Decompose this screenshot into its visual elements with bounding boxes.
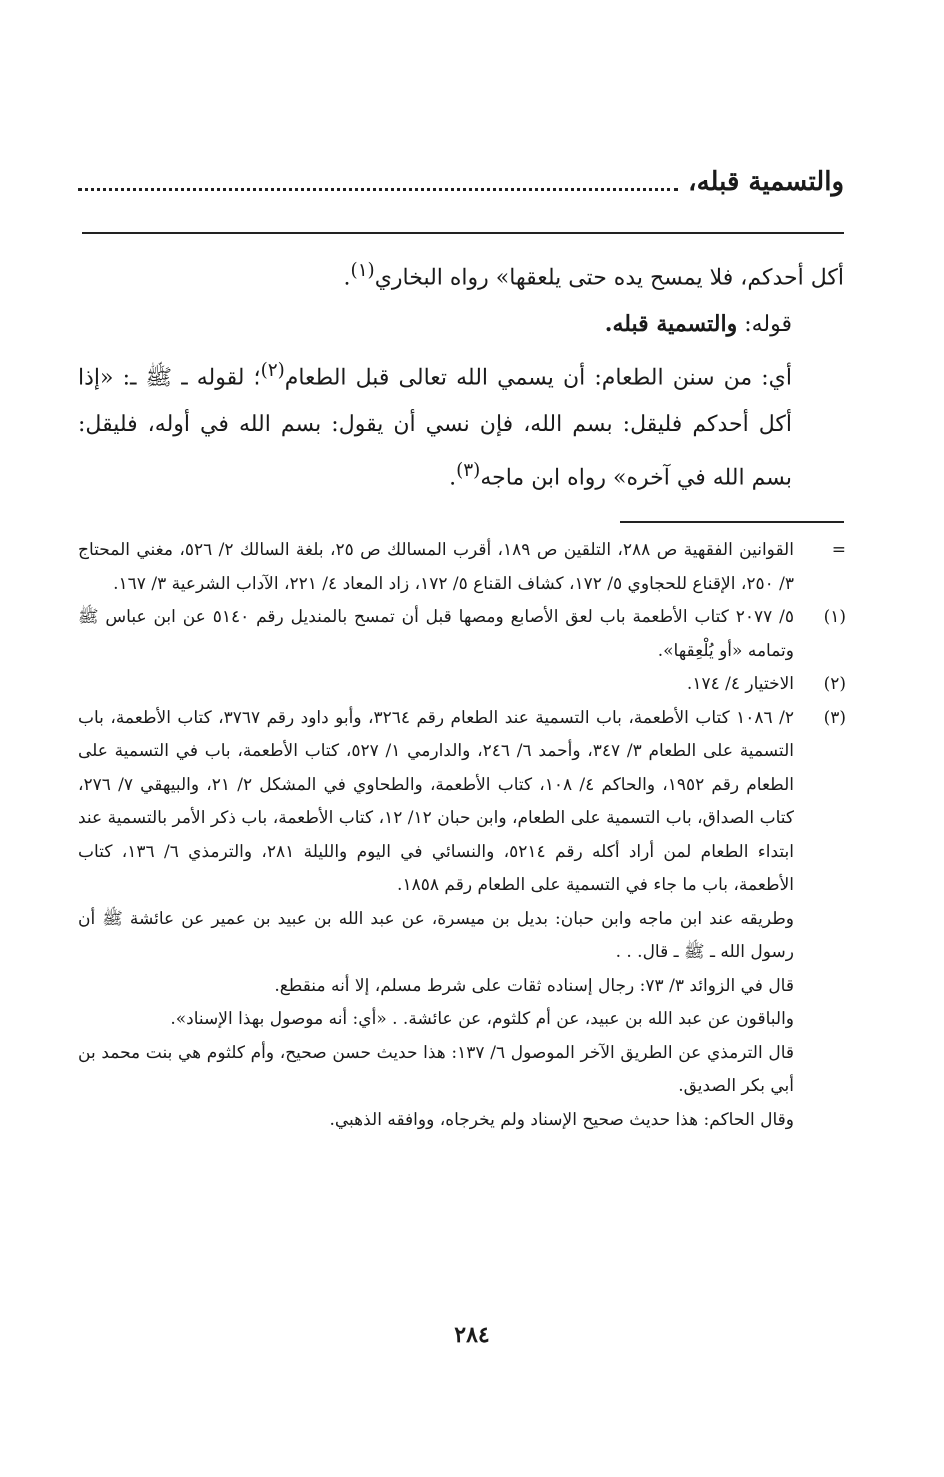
footnote-ref-1: (١) xyxy=(350,260,375,281)
header-rule xyxy=(82,232,844,234)
footnote-text: القوانين الفقهية ص ٢٨٨، التلقين ص ١٨٩، أقرب المسالك ص ٢٥، بلغة السالك ٢/ ٥٢٦، مغني المحتاج ٣/ ٢٥٠، الإقناع للحجاوي ٥/ ١٧٢، كشاف القناع ٥/ ١٧٢، زاد المعاد ٤/ ٢٢١، الآداب الشرعية ٣/ ١٦٧. xyxy=(78,540,794,594)
header-title: والتسمية قبله، xyxy=(688,167,844,197)
paragraph-1 xyxy=(78,248,844,301)
running-header xyxy=(78,162,844,202)
footnote-3-paragraph xyxy=(78,1003,846,1037)
footnote-text: وطريقه عند ابن ماجه وابن حبان: بديل بن ميسرة، عن عبد الله بن عبيد بن عمير عن عائشة ﷺ أن رسول الله ـ ﷺ ـ قال. . . xyxy=(78,908,794,962)
page-number: ٢٨٤ xyxy=(454,1322,490,1348)
footnote-text: الاختيار ٤/ ١٧٤. xyxy=(686,674,794,694)
paragraph-1-text: أكل أحدكم، فلا يمسح يده حتى يلعقها» رواه البخاري xyxy=(374,265,844,291)
footnotes xyxy=(78,534,846,1137)
footnote-separator xyxy=(620,521,844,523)
footnote-3 xyxy=(78,702,846,903)
footnote-text: قال الترمذي عن الطريق الآخر الموصول ٦/ ١٣٧: هذا حديث حسن صحيح، وأم كلثوم هي بنت محمد بن أبي بكر الصديق. xyxy=(78,1042,795,1096)
footnote-continuation xyxy=(78,534,846,601)
paragraph-2-label: قوله: xyxy=(744,312,792,338)
footnote-marker: (٢) xyxy=(823,674,846,694)
header-leader-dots xyxy=(78,188,678,191)
footnote-1 xyxy=(78,601,846,668)
main-text xyxy=(78,248,844,501)
footnote-text: والباقون عن عبد الله بن عبيد، عن أم كلثوم، عن عائشة. . «أي: أنه موصول بهذا الإسناد». xyxy=(170,1009,794,1029)
footnote-marker: = xyxy=(831,540,846,560)
footnote-text: قال في الزوائد ٣/ ٧٣: رجال إسناده ثقات على شرط مسلم، إلا أنه منقطع. xyxy=(274,975,794,996)
footnote-3-paragraph xyxy=(78,903,846,970)
paragraph-2-heading: والتسمية قبله. xyxy=(604,311,738,338)
footnote-ref-2: (٢) xyxy=(260,360,285,382)
footnote-2 xyxy=(78,668,846,702)
paragraph-3 xyxy=(78,348,844,501)
paragraph-3-end: . xyxy=(449,464,457,490)
paragraph-1-end: . xyxy=(343,265,351,291)
footnote-marker: (١) xyxy=(823,607,846,627)
footnote-text: ٥/ ٢٠٧٧ كتاب الأطعمة باب لعق الأصابع ومصها قبل أن تمسح بالمنديل رقم ٥١٤٠ عن ابن عباس ﷺ وتمامه «أو يُلْعِقها». xyxy=(78,607,794,661)
footnote-marker: (٣) xyxy=(823,707,846,728)
footnote-ref-3: (٣) xyxy=(456,459,481,481)
paragraph-2 xyxy=(78,301,844,348)
footnote-3-paragraph xyxy=(78,970,846,1004)
footnote-3-paragraph xyxy=(78,1037,846,1104)
footnote-text: وقال الحاكم: هذا حديث صحيح الإسناد ولم يخرجاه، ووافقه الذهبي. xyxy=(329,1109,794,1130)
paragraph-3-rest: ؛ لقوله ـ ﷺ ـ: «إذا أكل أحدكم فليقل: بسم الله، فإن نسي أن يقول: بسم الله في أوله، فليقل: بسم الله في آخره» رواه ابن ماجه xyxy=(78,365,792,490)
paragraph-3-text: أي: من سنن الطعام: أن يسمي الله تعالى قبل الطعام xyxy=(284,365,793,391)
footnote-3-paragraph xyxy=(78,1104,846,1138)
footnote-text: ٢/ ١٠٨٦ كتاب الأطعمة، باب التسمية عند الطعام رقم ٣٢٦٤، وأبو داود رقم ٣٧٦٧، كتاب الأطعمة، باب التسمية على الطعام ٣/ ٣٤٧، وأحمد ٦/ ٢٤٦، والدارمي ١/ ٥٢٧، كتاب الأطعمة، باب في التسمية على الطعام رقم ١٩٥٢، والحاكم ٤/ ١٠٨، كتاب الأطعمة، والطحاوي في المشكل ٢/ ٢١، والبيهقي ٧/ ٢٧٦، كتاب الصداق، باب التسمية على الطعام، وابن حبان ١٢/ ١٢، كتاب الأطعمة، باب ذكر الأمر بالتسمية عند ابتداء الطعام لمن أراد أكله رقم ٥٢١٤، والنسائي في اليوم والليلة ٢٨١، والترمذي ٦/ ١٣٦، كتاب الأطعمة، باب ما جاء في التسمية على الطعام رقم ١٨٥٨. xyxy=(78,707,795,895)
